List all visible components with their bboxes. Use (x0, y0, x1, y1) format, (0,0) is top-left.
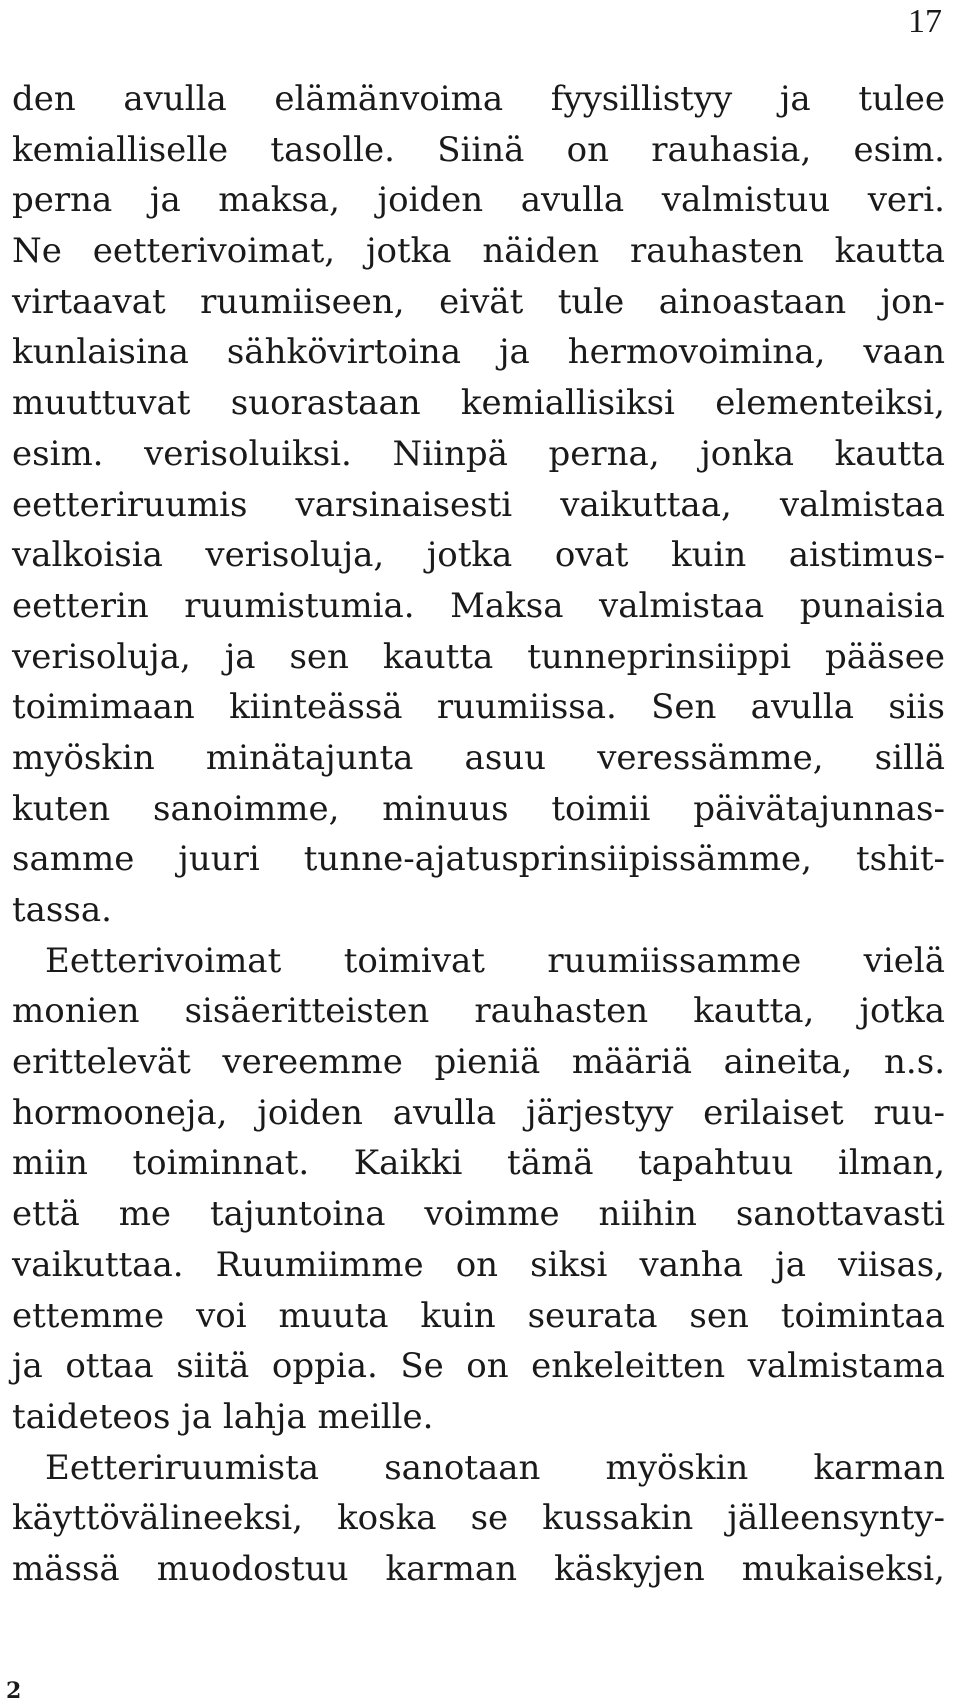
text-line: erittelevät vereemme pieniä määriä aineita, n.s. (12, 1042, 945, 1083)
text-line: eetteriruumis varsinaisesti vaikuttaa, valmistaa (12, 484, 945, 525)
text-line: myöskin minätajunta asuu veressämme, sillä (12, 737, 945, 778)
text-line: muuttuvat suorastaan kemiallisiksi elementeiksi, (12, 383, 945, 424)
text-line: miin toiminnat. Kaikki tämä tapahtuu ilman, (12, 1143, 945, 1184)
text-line: den avulla elämänvoima fyysillistyy ja tulee (12, 79, 945, 119)
text-line: verisoluja, ja sen kautta tunneprinsiippi pääsee (12, 636, 945, 677)
text-line: monien sisäeritteisten rauhasten kautta, jotka (12, 991, 945, 1032)
text-line: valkoisia verisoluja, jotka ovat kuin aistimus- (12, 535, 945, 576)
text-line: käyttövälineeksi, koska se kussakin jälleensynty- (12, 1498, 945, 1539)
text-line: perna ja maksa, joiden avulla valmistuu veri. (12, 180, 945, 221)
text-line: kunlaisina sähkövirtoina ja hermovoimina, vaan (12, 332, 945, 373)
text-line: kemialliselle tasolle. Siinä on rauhasia, esim. (12, 129, 945, 170)
text-line: että me tajuntoina voimme niihin sanottavasti (12, 1194, 945, 1235)
body-text (12, 74, 945, 1595)
text-line: tassa. (12, 890, 112, 930)
text-line: Eetteriruumista sanotaan myöskin karman (45, 1447, 945, 1488)
text-line: samme juuri tunne-ajatusprinsiipissämme, tshit- (12, 839, 945, 880)
text-line: virtaavat ruumiiseen, eivät tule ainoastaan jon- (12, 281, 945, 322)
signature-mark: 2 (6, 1678, 22, 1704)
text-line: hormooneja, joiden avulla järjestyy erilaiset ruu- (12, 1092, 945, 1133)
text-line: mässä muodostuu karman käskyjen mukaiseksi, (12, 1548, 945, 1589)
text-line: Eetterivoimat toimivat ruumiissamme vielä (45, 940, 945, 981)
text-line: taideteos ja lahja meille. (12, 1396, 434, 1437)
text-line: Ne eetterivoimat, jotka näiden rauhasten kautta (12, 231, 945, 272)
page-number: 17 (908, 3, 942, 40)
text-line: kuten sanoimme, minuus toimii päivätajunnas- (12, 788, 945, 829)
text-line: ettemme voi muuta kuin seurata sen toimintaa (12, 1295, 945, 1336)
text-line: eetterin ruumistumia. Maksa valmistaa punaisia (12, 585, 945, 626)
text-line: vaikuttaa. Ruumiimme on siksi vanha ja viisas, (12, 1244, 945, 1285)
text-line: ja ottaa siitä oppia. Se on enkeleitten valmistama (12, 1346, 945, 1387)
text-line: esim. verisoluiksi. Niinpä perna, jonka kautta (12, 433, 945, 474)
text-line: toimimaan kiinteässä ruumiissa. Sen avulla siis (12, 687, 945, 728)
